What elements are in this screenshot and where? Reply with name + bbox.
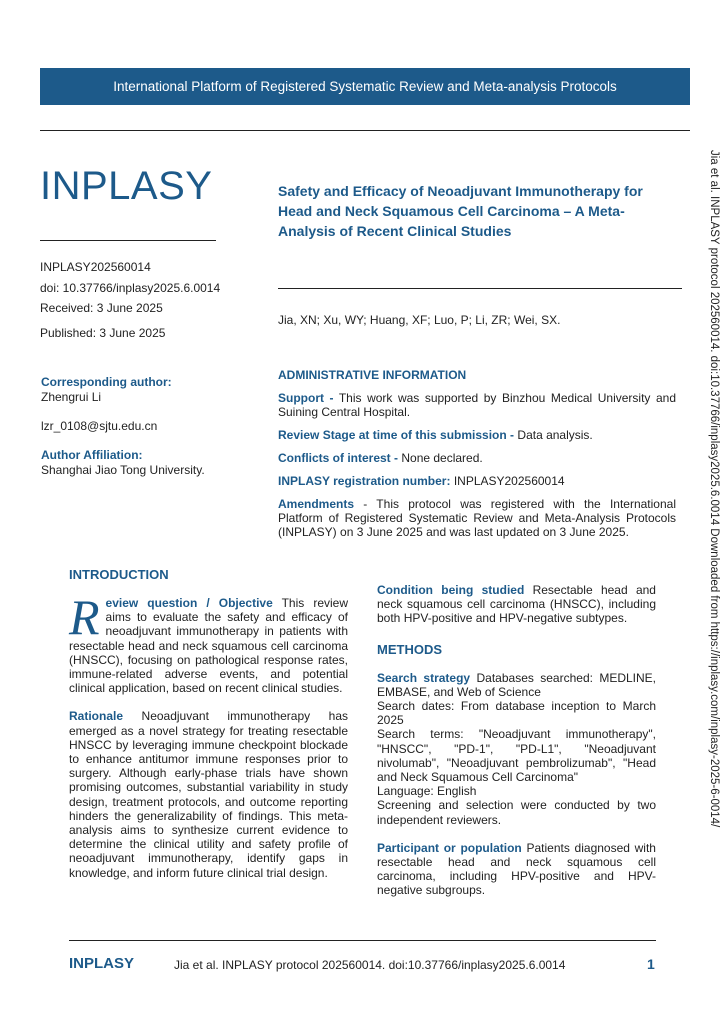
registration-id: INPLASY202560014 — [40, 260, 151, 274]
rationale-text: Neoadjuvant immunotherapy has emerged as a novel strategy for treating resectable HNSCC by leveraging immune checkpoint blockade to enhance antitumor immune responses prior to surgery. Although early-phase trials have shown promising outcomes, substantial variability in study design, treatment protocols, and outcome reporting hinders the generalizability of findings. This meta-analysis aims to synthesize current evidence to determine the clinical utility and safety profile of neoadjuvant immunotherapy, identify gaps in knowledge, and inform future clinical trial design. — [69, 709, 348, 880]
published-date: Published: 3 June 2025 — [40, 326, 166, 340]
received-date: Received: 3 June 2025 — [40, 301, 163, 315]
rationale — [69, 709, 348, 879]
condition-label: Condition being studied — [377, 583, 525, 597]
dropcap: R — [69, 589, 100, 645]
page-number: 1 — [647, 956, 655, 972]
amend-text: - This protocol was registered with the International Platform of Registered Systematic Review and Meta-Analysis Protocols (INPLASY) on 3 June 2025 and was last updated on 3 June 2025. — [278, 497, 676, 539]
participant-text: Patients diagnosed with resectable head and neck squamous cell carcinoma, including HPV-positive and HPV-negative subgroups. — [377, 840, 656, 898]
search-strategy — [377, 671, 656, 827]
condition-text: Resectable head and neck squamous cell carcinoma (HNSCC), including both HPV-positive and HPV-negative subtypes. — [377, 583, 656, 626]
search-language: Language: English — [377, 784, 477, 799]
author-list: Jia, XN; Xu, WY; Huang, XF; Luo, P; Li, ZR; Wei, SX. — [278, 313, 561, 327]
corresponding-label: Corresponding author: — [41, 375, 172, 389]
doi: doi: 10.37766/inplasy2025.6.0014 — [40, 281, 221, 295]
admin-info — [278, 368, 676, 539]
rationale-label: Rationale — [69, 709, 124, 724]
amendments — [278, 497, 676, 539]
regnum-text: INPLASY202560014 — [450, 474, 565, 488]
support — [278, 391, 676, 419]
banner-text: International Platform of Registered Systematic Review and Meta-analysis Protocols — [113, 79, 617, 94]
support-label: Support - — [278, 391, 334, 405]
header-banner — [40, 68, 690, 105]
top-divider — [40, 130, 690, 131]
amend-label: Amendments — [278, 497, 355, 511]
corresponding-name: Zhengrui Li — [41, 390, 102, 404]
condition — [377, 583, 656, 626]
search-dates: Search dates: From database inception to March 2025 — [377, 699, 656, 728]
admin-heading: ADMINISTRATIVE INFORMATION — [278, 368, 467, 382]
stage-label: Review Stage at time of this submission - — [278, 428, 515, 442]
affiliation-label: Author Affiliation: — [41, 448, 143, 462]
stage-text: Data analysis. — [514, 428, 593, 442]
side-citation: Jia et al. INPLASY protocol 202560014. doi:10.37766/inplasy2025.6.0014 Downloaded from https://inplasy.com/inplasy-2025-6-0014/ — [708, 150, 720, 828]
review-question-label: eview question / Objective — [105, 596, 273, 610]
search-label: Search strategy — [377, 670, 471, 685]
brand-divider — [40, 240, 216, 241]
review-stage — [278, 428, 676, 442]
footer-divider — [69, 940, 656, 941]
footer-brand: INPLASY — [69, 955, 135, 972]
intro-heading: INTRODUCTION — [69, 567, 169, 582]
regnum-label: INPLASY registration number: — [278, 474, 451, 488]
title-divider — [278, 288, 682, 289]
search-terms: Search terms: "Neoadjuvant immunotherapy", "HNSCC", "PD-1", "PD-L1", "Neoadjuvant nivolumab", "Neoadjuvant pembrolizumab", "Head and Neck Squamous Cell Carcinoma" — [377, 727, 656, 785]
conflicts-label: Conflicts of interest - — [278, 451, 399, 465]
registration-number — [278, 474, 676, 488]
right-column — [377, 583, 656, 898]
methods-heading: METHODS — [377, 641, 442, 657]
search-text: Databases searched: MEDLINE, EMBASE, and Web of Science — [377, 670, 657, 699]
intro-column — [69, 567, 348, 880]
article-title: Safety and Efficacy of Neoadjuvant Immunotherapy for Head and Neck Squamous Cell Carcinoma – A Meta-Analysis of Recent Clinical Studies — [278, 183, 643, 239]
brand-logo: INPLASY — [40, 164, 213, 208]
conflicts — [278, 451, 676, 465]
corresponding-author — [41, 375, 205, 478]
screening: Screening and selection were conducted by two independent reviewers. — [377, 798, 656, 827]
participants — [377, 841, 656, 898]
affiliation: Shanghai Jiao Tong University. — [41, 463, 205, 477]
review-question-text: This review aims to evaluate the safety and efficacy of neoadjuvant immunotherapy in patients with resectable head and neck squamous cell carcinoma (HNSCC), focusing on pathological response rates, immune-related adverse events, and potential clinical application, based on recent clinical studies. — [69, 596, 349, 696]
footer-citation: Jia et al. INPLASY protocol 202560014. doi:10.37766/inplasy2025.6.0014 — [174, 958, 566, 972]
corresponding-email: lzr_0108@sjtu.edu.cn — [41, 419, 158, 433]
conflicts-text: None declared. — [398, 451, 483, 465]
review-question — [69, 589, 349, 696]
support-text: This work was supported by Binzhou Medical University and Suining Central Hospital. — [278, 391, 676, 419]
participant-label: Participant or population — [377, 840, 522, 855]
